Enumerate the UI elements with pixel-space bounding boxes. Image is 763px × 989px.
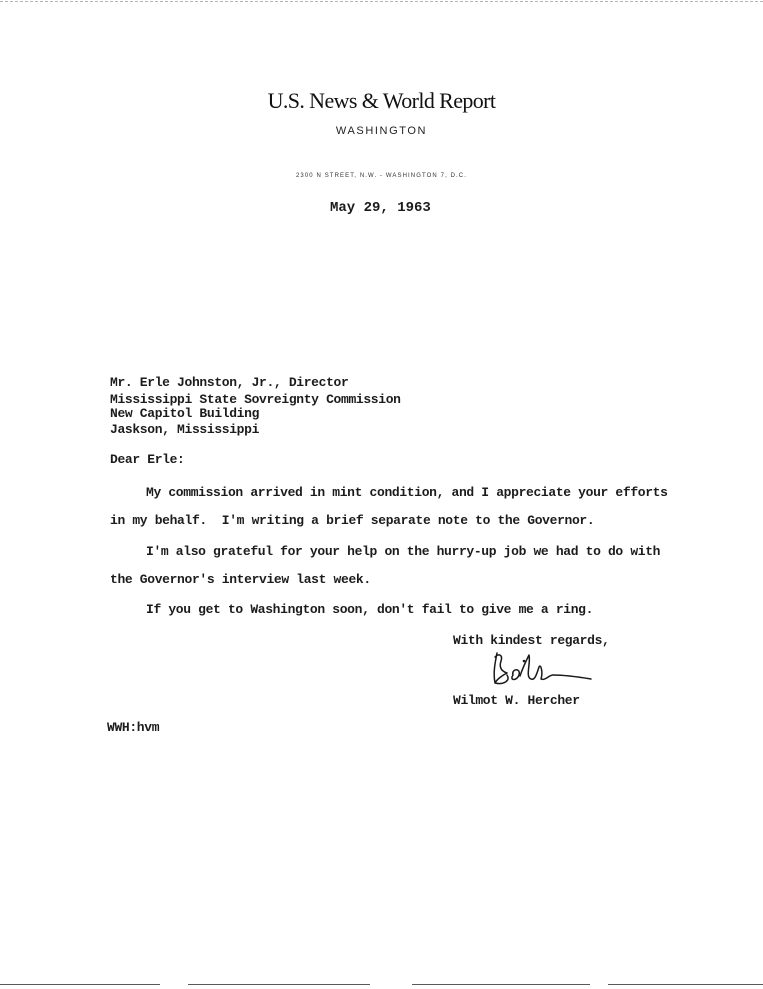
salutation: Dear Erle: bbox=[110, 452, 185, 467]
body-paragraph-2-line-2: the Governor's interview last week. bbox=[110, 572, 371, 587]
recipient-line-2: Mississippi State Sovreignty Commission bbox=[110, 392, 401, 407]
closing: With kindest regards, bbox=[453, 633, 610, 648]
letterhead-address: 2300 N STREET, N.W. - WASHINGTON 7, D.C. bbox=[295, 173, 468, 179]
body-paragraph-1-line-2: in my behalf. I'm writing a brief separate note to the Governor. bbox=[110, 513, 595, 528]
letterhead-city: WASHINGTON bbox=[335, 125, 428, 137]
reference-initials: WWH:hvm bbox=[107, 720, 160, 735]
top-edge-rule bbox=[0, 1, 763, 2]
recipient-line-4: Jaskson, Mississippi bbox=[110, 422, 260, 437]
body-paragraph-1-line-1: My commission arrived in mint condition, and I appreciate your efforts bbox=[146, 485, 668, 500]
body-paragraph-3-line-1: If you get to Washington soon, don't fail to give me a ring. bbox=[146, 602, 594, 617]
signer-name: Wilmot W. Hercher bbox=[453, 693, 580, 708]
recipient-line-1: Mr. Erle Johnston, Jr., Director bbox=[110, 375, 349, 390]
letterhead-name: U.S. News & World Report bbox=[267, 88, 496, 113]
recipient-line-3: New Capitol Building bbox=[110, 406, 260, 421]
letter-date: May 29, 1963 bbox=[330, 200, 431, 216]
handwritten-signature bbox=[487, 645, 597, 690]
body-paragraph-2-line-1: I'm also grateful for your help on the hurry-up job we had to do with bbox=[146, 544, 661, 559]
